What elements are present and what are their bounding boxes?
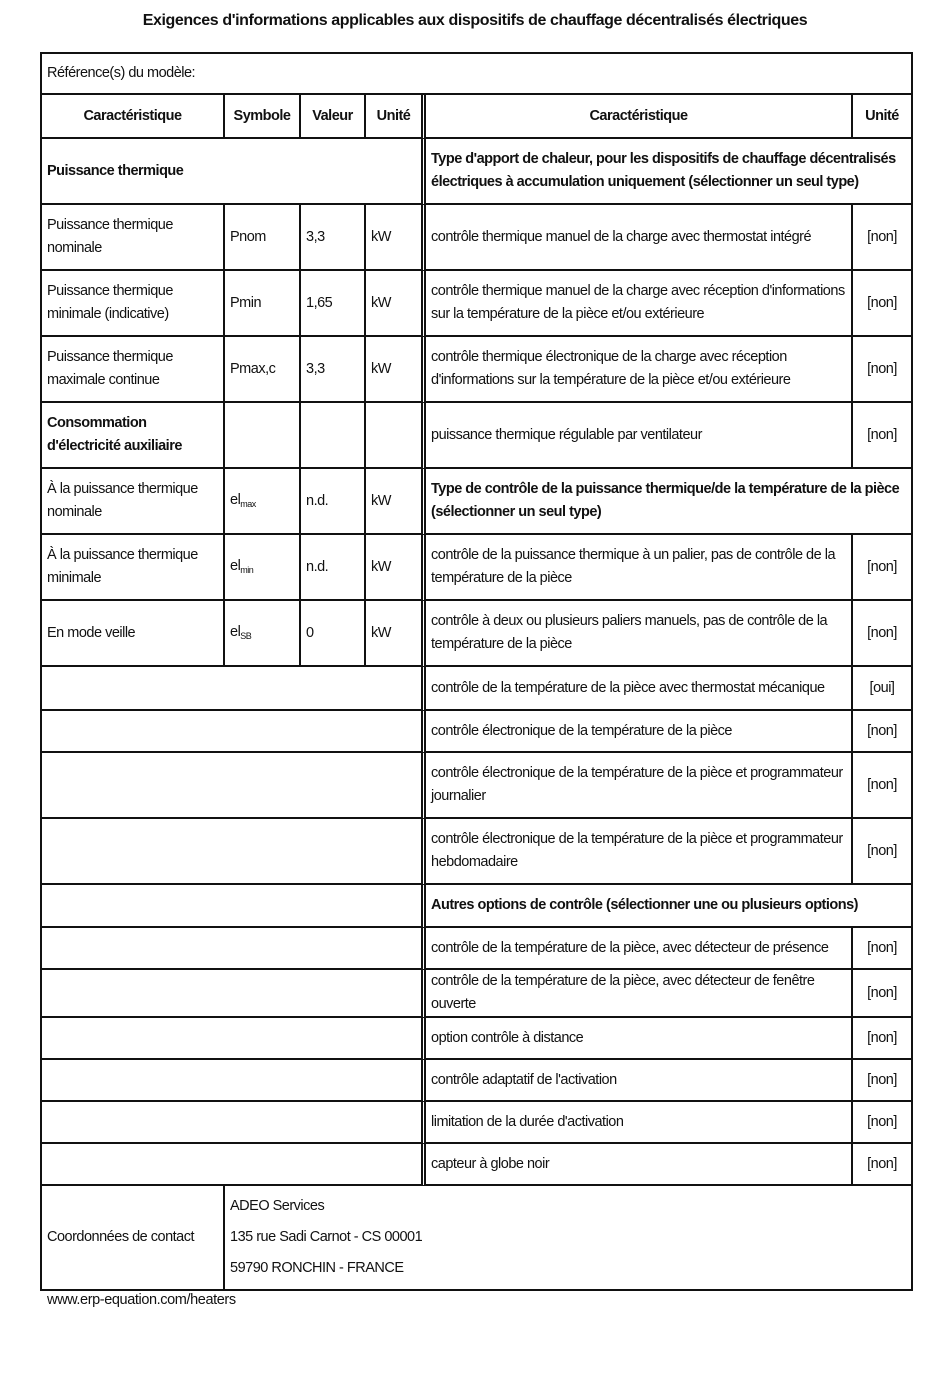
row-symbol: Pmax,c — [225, 337, 301, 403]
option-label: contrôle adaptatif de l'activation — [426, 1060, 853, 1102]
empty-cell — [42, 711, 426, 753]
table-row — [42, 970, 911, 1018]
table-row — [42, 601, 911, 667]
option-label: contrôle électronique de la température de la pièce — [426, 711, 853, 753]
footer-url: www.erp-equation.com/heaters — [47, 1292, 236, 1308]
table-row — [42, 535, 911, 601]
option-label: option contrôle à distance — [426, 1018, 853, 1060]
empty-cell — [42, 667, 426, 711]
option-label: contrôle thermique manuel de la charge avec thermostat intégré — [426, 205, 853, 271]
row-symbol: $el_{SB}$ — [225, 601, 301, 667]
option-label: contrôle de la température de la pièce avec thermostat mécanique — [426, 667, 853, 711]
row-unit: kW — [366, 601, 426, 667]
option-label: contrôle électronique de la température de la pièce et programmateur journalier — [426, 753, 853, 819]
row-value: 0 — [301, 601, 366, 667]
contact-details — [225, 1186, 911, 1289]
table-row — [42, 469, 911, 535]
header-characteristic-right: Caractéristique — [426, 95, 853, 139]
section-control-type: Type de contrôle de la puissance thermique/de la température de la pièce (sélectionner un seul type) — [426, 469, 911, 535]
contact-city: 59790 RONCHIN - FRANCE — [230, 1260, 404, 1276]
row-value: 1,65 — [301, 271, 366, 337]
row-symbol: $el_{max}$ — [225, 469, 301, 535]
section-auxiliary-consumption: Consommation d'électricité auxiliaire — [42, 403, 225, 469]
empty-cell — [42, 970, 426, 1018]
table-row — [42, 205, 911, 271]
empty-cell — [42, 1102, 426, 1144]
table-row — [42, 1144, 911, 1186]
empty-cell — [42, 819, 426, 885]
contact-company: ADEO Services — [230, 1198, 325, 1214]
option-label: limitation de la durée d'activation — [426, 1102, 853, 1144]
table-row — [42, 337, 911, 403]
option-status: [non] — [853, 711, 911, 753]
empty-cell — [42, 753, 426, 819]
table-row — [42, 753, 911, 819]
option-status: [oui] — [853, 667, 911, 711]
document-title: Exigences d'informations applicables aux dispositifs de chauffage décentralisés électriques — [142, 12, 808, 29]
option-status: [non] — [853, 1060, 911, 1102]
option-status: [non] — [853, 271, 911, 337]
option-label: contrôle thermique manuel de la charge avec réception d'informations sur la température de la pièce et/ou extérieure — [426, 271, 853, 337]
table-row — [42, 819, 911, 885]
option-status: [non] — [853, 205, 911, 271]
option-label: capteur à globe noir — [426, 1144, 853, 1186]
empty-cell — [42, 928, 426, 970]
row-label: À la puissance thermique nominale — [42, 469, 225, 535]
header-characteristic-left: Caractéristique — [42, 95, 225, 139]
header-unit-left: Unité — [366, 95, 426, 139]
row-unit: kW — [366, 469, 426, 535]
option-status: [non] — [853, 337, 911, 403]
table-row — [42, 1102, 911, 1144]
option-status: [non] — [853, 753, 911, 819]
option-label: contrôle de la température de la pièce, avec détecteur de fenêtre ouverte — [426, 970, 853, 1018]
row-unit: kW — [366, 271, 426, 337]
header-unit-right: Unité — [853, 95, 911, 139]
row-symbol: Pnom — [225, 205, 301, 271]
empty-cell — [42, 1144, 426, 1186]
empty-cell — [42, 885, 426, 928]
row-unit: kW — [366, 337, 426, 403]
row-value: n.d. — [301, 535, 366, 601]
table-row — [42, 885, 911, 928]
row-value: n.d. — [301, 469, 366, 535]
option-label: puissance thermique régulable par ventilateur — [426, 403, 853, 469]
table-row — [42, 928, 911, 970]
row-value: 3,3 — [301, 337, 366, 403]
row-label: À la puissance thermique minimale — [42, 535, 225, 601]
model-reference-label: Référence(s) du modèle: — [42, 54, 911, 95]
option-label: contrôle de la puissance thermique à un palier, pas de contrôle de la température de la pièce — [426, 535, 853, 601]
header-symbol: Symbole — [225, 95, 301, 139]
option-status: [non] — [853, 970, 911, 1018]
table-row — [42, 403, 911, 469]
section-other-options: Autres options de contrôle (sélectionner une ou plusieurs options) — [426, 885, 911, 928]
section-heat-input-type: Type d'apport de chaleur, pour les dispositifs de chauffage décentralisés électriques à accumulation uniquement (sélectionner un seul type) — [426, 139, 911, 205]
option-status: [non] — [853, 1144, 911, 1186]
option-status: [non] — [853, 535, 911, 601]
option-status: [non] — [853, 601, 911, 667]
contact-label: Coordonnées de contact — [42, 1186, 225, 1289]
erp-info-table — [40, 52, 913, 1291]
option-label: contrôle thermique électronique de la charge avec réception d'informations sur la température de la pièce et/ou extérieure — [426, 337, 853, 403]
contact-row — [42, 1186, 911, 1289]
row-unit: kW — [366, 535, 426, 601]
row-label: Puissance thermique nominale — [42, 205, 225, 271]
header-row — [42, 95, 911, 139]
row-label: En mode veille — [42, 601, 225, 667]
row-unit: kW — [366, 205, 426, 271]
table-row — [42, 271, 911, 337]
section-heat-output: Puissance thermique — [42, 139, 426, 205]
empty-cell — [42, 1060, 426, 1102]
option-status: [non] — [853, 1102, 911, 1144]
option-status: [non] — [853, 403, 911, 469]
option-label: contrôle à deux ou plusieurs paliers manuels, pas de contrôle de la température de la pièce — [426, 601, 853, 667]
row-label: Puissance thermique minimale (indicative) — [42, 271, 225, 337]
option-label: contrôle de la température de la pièce, avec détecteur de présence — [426, 928, 853, 970]
row-symbol: Pmin — [225, 271, 301, 337]
header-value: Valeur — [301, 95, 366, 139]
table-row — [42, 1018, 911, 1060]
option-status: [non] — [853, 1018, 911, 1060]
option-label: contrôle électronique de la température de la pièce et programmateur hebdomadaire — [426, 819, 853, 885]
option-status: [non] — [853, 819, 911, 885]
empty-cell — [366, 403, 426, 469]
row-symbol: $el_{min}$ — [225, 535, 301, 601]
table-row — [42, 139, 911, 205]
table-row — [42, 667, 911, 711]
empty-cell — [225, 403, 301, 469]
empty-cell — [301, 403, 366, 469]
option-status: [non] — [853, 928, 911, 970]
model-reference-row — [42, 54, 911, 95]
table-row — [42, 711, 911, 753]
contact-street: 135 rue Sadi Carnot - CS 00001 — [230, 1229, 423, 1245]
row-label: Puissance thermique maximale continue — [42, 337, 225, 403]
table-row — [42, 1060, 911, 1102]
empty-cell — [42, 1018, 426, 1060]
row-value: 3,3 — [301, 205, 366, 271]
